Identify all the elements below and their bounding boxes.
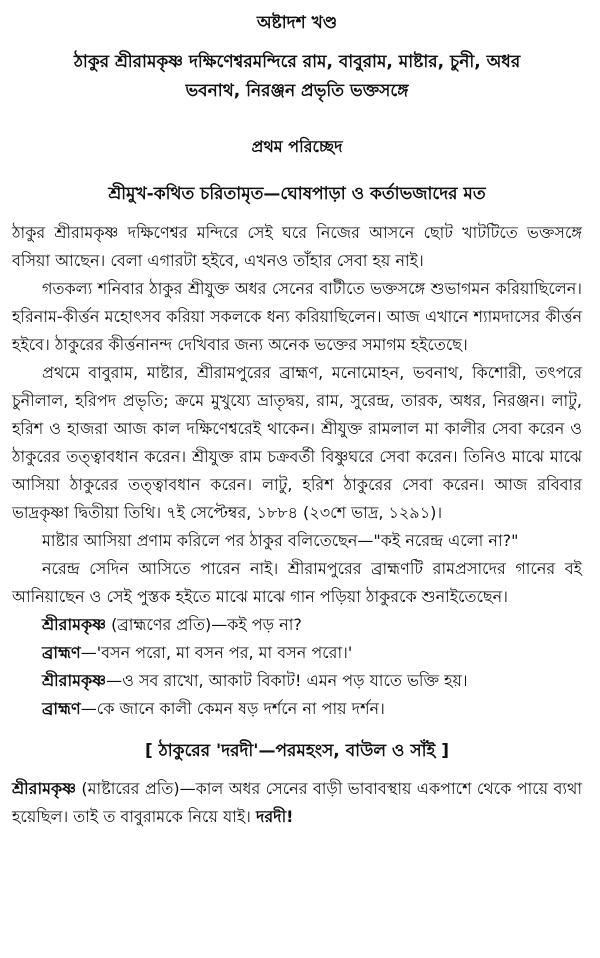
paragraph-1: ঠাকুর শ্রীরামকৃষ্ণ দক্ষিণেশ্বর মন্দিরে সেই ঘরে নিজের আসনে ছোট খাটটিতে ভক্তসঙ্গে বসিয়া আছেন। বেলা এগারটা হইবে, এখনও তাঁহার সেবা হয় নাই। — [12, 223, 582, 270]
final-paragraph — [12, 775, 582, 831]
final-emphasis: দরদী! — [255, 807, 294, 826]
paragraph-4: মাষ্টার আসিয়া প্রণাম করিলে পর ঠাকুর বলিতেছেন—"কই নরেন্দ্র এলো না?" — [42, 531, 519, 550]
paragraph-2: গতকল্য শনিবার ঠাকুর শ্রীযুক্ত অধর সেনের বাটীতে ভক্তসঙ্গে শুভাগমন করিয়াছিলেন। হরিনাম-কীর্ত্তন মহোৎসব করিয়া সকলকে ধন্য করিয়াছিলেন। আজ এখানে শ্যামদাসের কীর্ত্তন হইবে। ঠাকুরের কীর্ত্তনানন্দ দেখিবার জন্য অনেক ভক্তের সমাগম হইতেছে। — [12, 279, 582, 354]
dialog-line-1 — [12, 611, 582, 639]
body-text — [12, 219, 582, 831]
main-title-line-1: ঠাকুর শ্রীরামকৃষ্ণ দক্ষিণেশ্বরমন্দিরে রাম, বাবুরাম, মাষ্টার, চুনী, অধর — [73, 52, 521, 72]
section-heading: প্রথম পরিচ্ছেদ — [251, 137, 343, 156]
bracket-heading: [ ঠাকুরের 'দরদী'—পরমহংস, বাউল ও সাঁই ] — [144, 741, 450, 761]
dialog-line-2 — [12, 639, 582, 667]
dialog-text: —কে জানে কালী কেমন ষড় দর্শনে না পায় দর্শন। — [80, 699, 385, 718]
dialog-line-3 — [12, 667, 582, 695]
subtitle: শ্রীমুখ-কথিত চরিতামৃত—ঘোষপাড়া ও কর্তাভজাদের মত — [108, 184, 486, 204]
speaker: ব্রাহ্মণ — [42, 643, 81, 662]
dialog-text: —ও সব রাখো, আকাট বিকাট! এমন পড় যাতে ভক্তি হয়। — [106, 671, 468, 690]
chapter-heading: অষ্টাদশ খণ্ড — [256, 13, 338, 33]
paragraph-5: নরেন্দ্র সেদিন আসিতে পারেন নাই। শ্রীরামপুরের ব্রাহ্মণটি রামপ্রসাদের গানের বই আনিয়াছেন ও সেই পুস্তক হইতে মাঝে মাঝে গান পড়িয়া ঠাকুরকে শুনাইতেছেন। — [12, 559, 582, 606]
main-title — [12, 48, 582, 106]
dialog-text: —'বসন পরো, মা বসন পর, মা বসন পরো।' — [80, 643, 353, 662]
paragraph-3: প্রথমে বাবুরাম, মাষ্টার, শ্রীরামপুরের ব্রাহ্মণ, মনোমোহন, ভবনাথ, কিশোরী, তৎপরে চুনীলাল, হরিপদ প্রভৃতি; ক্রমে মুখুয্যে ভ্রাতৃদ্বয়, রাম, সুরেন্দ্র, তারক, অধর, নিরঞ্জন। লাটু, হরিশ ও হাজরা আজ কাল দক্ষিণেশ্বরেই থাকেন। শ্রীযুক্ত রামলাল মা কালীর সেবা করেন ও ঠাকুরের তত্ত্বাবধান করেন। শ্রীযুক্ত রাম চক্রবর্তী বিষ্ণুঘরে সেবা করেন। তিনিও মাঝে মাঝে আসিয়া ঠাকুরের তত্ত্বাবধান করেন। লাটু, হরিশ ঠাকুরের সেবা করেন। আজ রবিবার ভাদ্রকৃষ্ণা দ্বিতীয়া তিথি। ৭ই সেপ্টেম্বর, ১৮৮৪ (২৩শে ভাদ্র, ১২৯১)। — [12, 363, 582, 522]
speaker: শ্রীরামকৃষ্ণ — [12, 779, 77, 798]
main-title-line-2: ভবনাথ, নিরঞ্জন প্রভৃতি ভক্তসঙ্গে — [185, 81, 409, 101]
dialog-line-4 — [12, 695, 582, 723]
dialog-text: (ব্রাহ্মণের প্রতি)—কই পড় না? — [106, 615, 302, 634]
final-text: (মাষ্টারের প্রতি)—কাল অধর সেনের বাড়ী ভাবাবস্থায় একপাশে থেকে পায়ে ব্যথা হয়েছিল। তাই ত বাবুরামকে নিয়ে যাই। — [12, 779, 582, 826]
speaker: শ্রীরামকৃষ্ণ — [42, 615, 107, 634]
speaker: শ্রীরামকৃষ্ণ — [42, 671, 107, 690]
speaker: ব্রাহ্মণ — [42, 699, 81, 718]
